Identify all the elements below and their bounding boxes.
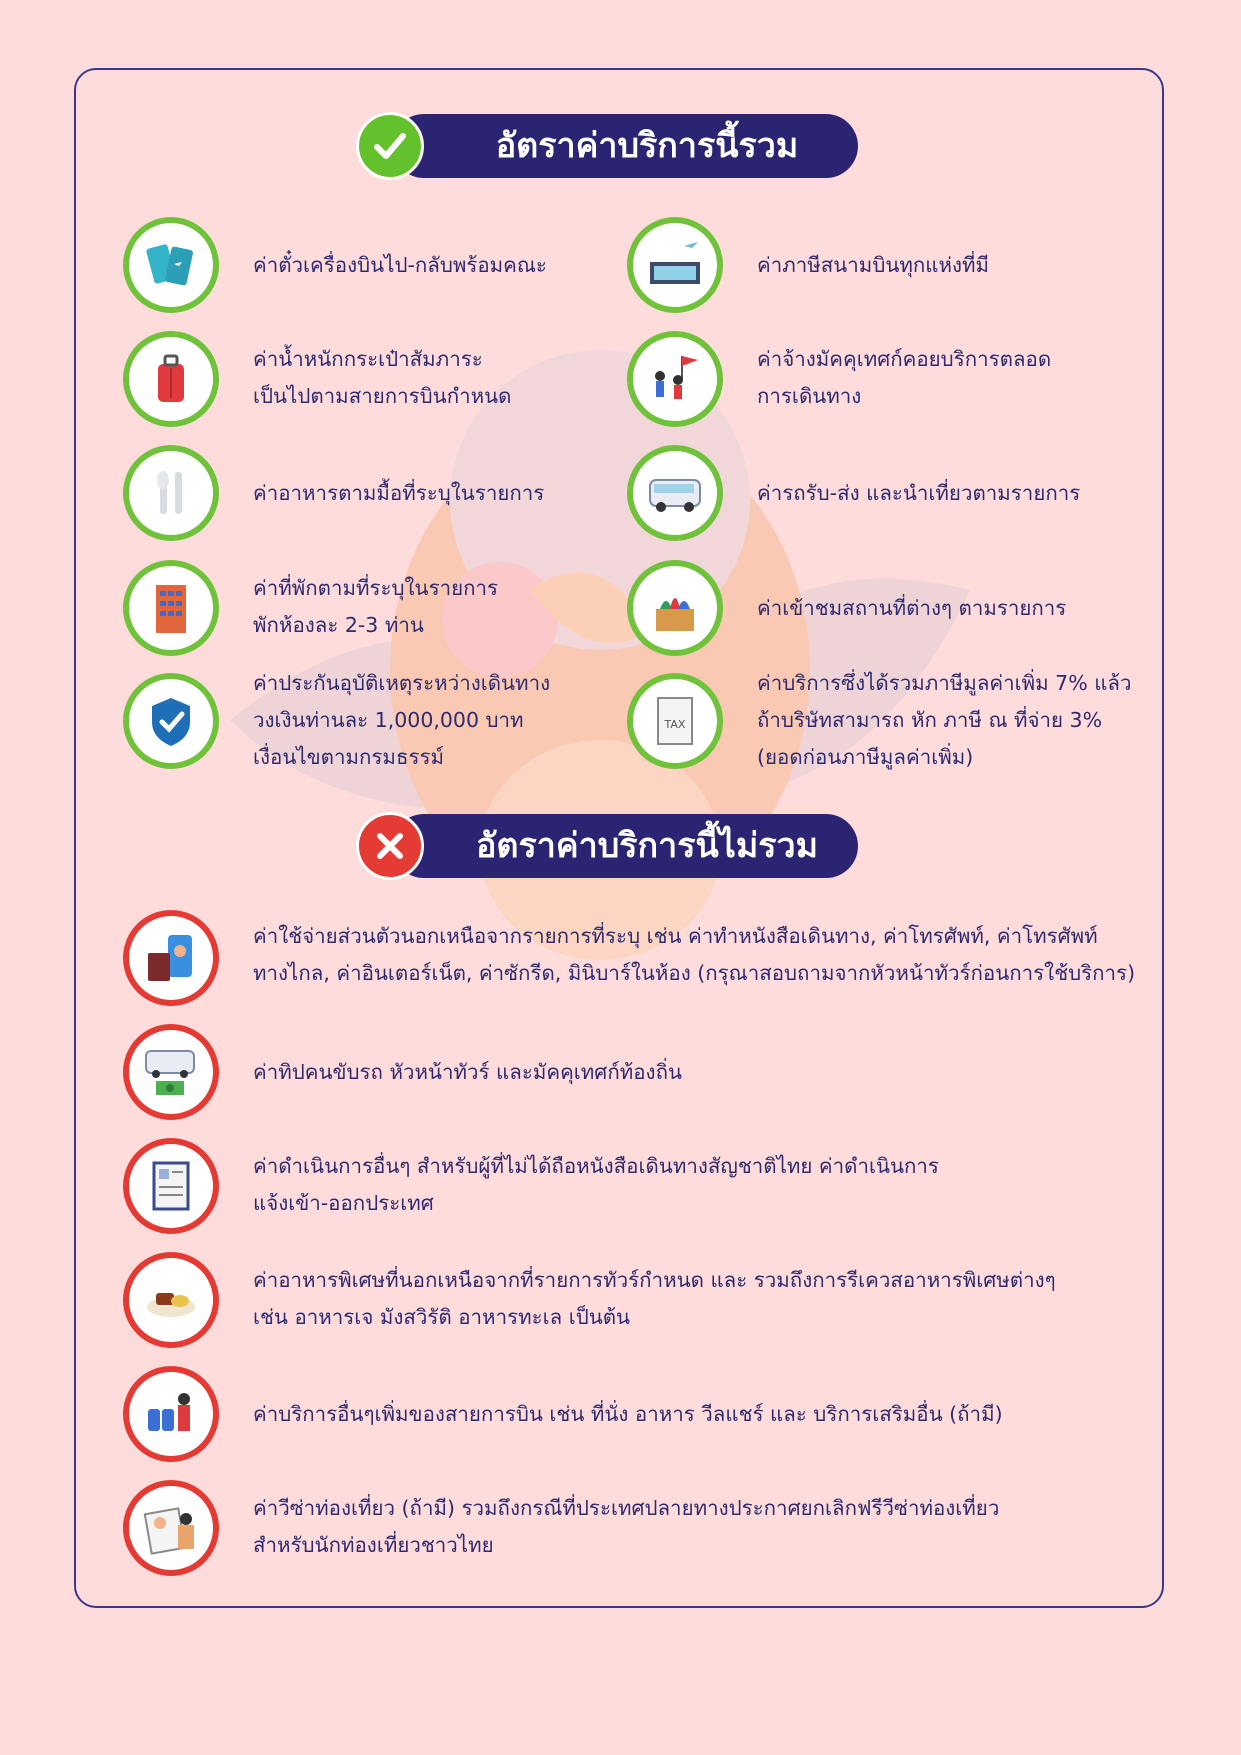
cutlery-icon	[123, 445, 219, 541]
excluded-item-text: ค่าดำเนินการอื่นๆ สำหรับผู้ที่ไม่ได้ถือหนังสือเดินทางสัญชาติไทย ค่าดำเนินการ แจ้งเข้า-ออกประเทศ	[253, 1154, 939, 1215]
included-item-text: ค่าตั๋วเครื่องบินไป-กลับพร้อมคณะ	[253, 253, 547, 277]
cross-icon	[356, 812, 424, 880]
excluded-item-text: ค่าวีซ่าท่องเที่ยว (ถ้ามี) รวมถึงกรณีที่ประเทศปลายทางประกาศยกเลิกฟรีวีซ่าท่องเที่ยว สำหรับนักท่องเที่ยวชาวไทย	[253, 1496, 1000, 1557]
included-item-text: ค่าเข้าชมสถานที่ต่างๆ ตามรายการ	[757, 596, 1067, 620]
excluded-banner	[356, 808, 858, 884]
insurance-shield-icon	[123, 673, 219, 769]
excluded-item-text: ค่าใช้จ่ายส่วนตัวนอกเหนือจากรายการที่ระบุ เช่น ค่าทำหนังสือเดินทาง, ค่าโทรศัพท์, ค่าโทรศัพท์ ทางไกล, ค่าอินเตอร์เน็ต, ค่าซักรีด, มินิบาร์ในห้อง (กรุณาสอบถามจากหัวหน้าทัวร์ก่อนการใช้บริการ)	[253, 924, 1136, 985]
included-item-text: ค่าจ้างมัคคุเทศก์คอยบริการตลอด การเดินทาง	[757, 347, 1052, 408]
included-item-text: ค่าบริการซึ่งได้รวมภาษีมูลค่าเพิ่ม 7% แล้ว ถ้าบริษัทสามารถ หัก ภาษี ณ ที่จ่าย 3% (ยอดก่อนภาษีมูลค่าเพิ่ม)	[757, 671, 1132, 769]
check-icon	[356, 112, 424, 180]
included-banner-pill	[392, 114, 858, 178]
passport-phone-icon	[123, 910, 219, 1006]
excluded-title: อัตราค่าบริการนี้ไม่รวม	[476, 826, 818, 866]
hotel-building-icon	[123, 560, 219, 656]
included-item-text: ค่าประกันอุบัติเหตุระหว่างเดินทาง วงเงินท่านละ 1,000,000 บาท เงื่อนไขตามกรมธรรม์	[253, 671, 551, 769]
included-item-text: ค่าอาหารตามมื้อที่ระบุในรายการ	[253, 481, 545, 505]
excluded-item-text: ค่าบริการอื่นๆเพิ่มของสายการบิน เช่น ที่นั่ง อาหาร วีลแชร์ และ บริการเสริมอื่น (ถ้ามี)	[253, 1402, 1003, 1426]
included-item-text: ค่าที่พักตามที่ระบุในรายการ พักห้องละ 2-3 ท่าน	[253, 576, 499, 637]
document-form-icon	[123, 1138, 219, 1234]
included-banner	[356, 108, 858, 184]
tour-guide-group-icon	[627, 331, 723, 427]
included-item-text: ค่าน้ำหนักกระเป๋าสัมภาระ เป็นไปตามสายการบินกำหนด	[253, 347, 512, 408]
excluded-item-text: ค่าอาหารพิเศษที่นอกเหนือจากที่รายการทัวร์กำหนด และ รวมถึงการรีเควสอาหารพิเศษต่างๆ เช่น อาหารเจ มังสวิรัติ อาหารทะเล เป็นต้น	[253, 1268, 1056, 1329]
landmark-cathedral-icon	[627, 560, 723, 656]
excluded-banner-pill	[392, 814, 858, 878]
airplane-ticket-icon	[123, 217, 219, 313]
airport-terminal-icon	[627, 217, 723, 313]
included-item-text: ค่าภาษีสนามบินทุกแห่งที่มี	[757, 253, 990, 277]
airline-seat-icon	[123, 1366, 219, 1462]
bus-tip-icon	[123, 1024, 219, 1120]
included-item-text: ค่ารถรับ-ส่ง และนำเที่ยวตามรายการ	[757, 481, 1081, 505]
visa-document-icon	[123, 1480, 219, 1576]
special-meal-icon	[123, 1252, 219, 1348]
svg-text:TAX: TAX	[664, 718, 686, 731]
luggage-icon	[123, 331, 219, 427]
tour-bus-icon	[627, 445, 723, 541]
excluded-item-text: ค่าทิปคนขับรถ หัวหน้าทัวร์ และมัคคุเทศก์ท้องถิ่น	[253, 1060, 682, 1084]
included-title: อัตราค่าบริการนี้รวม	[495, 126, 799, 166]
tax-document-icon	[627, 673, 723, 769]
